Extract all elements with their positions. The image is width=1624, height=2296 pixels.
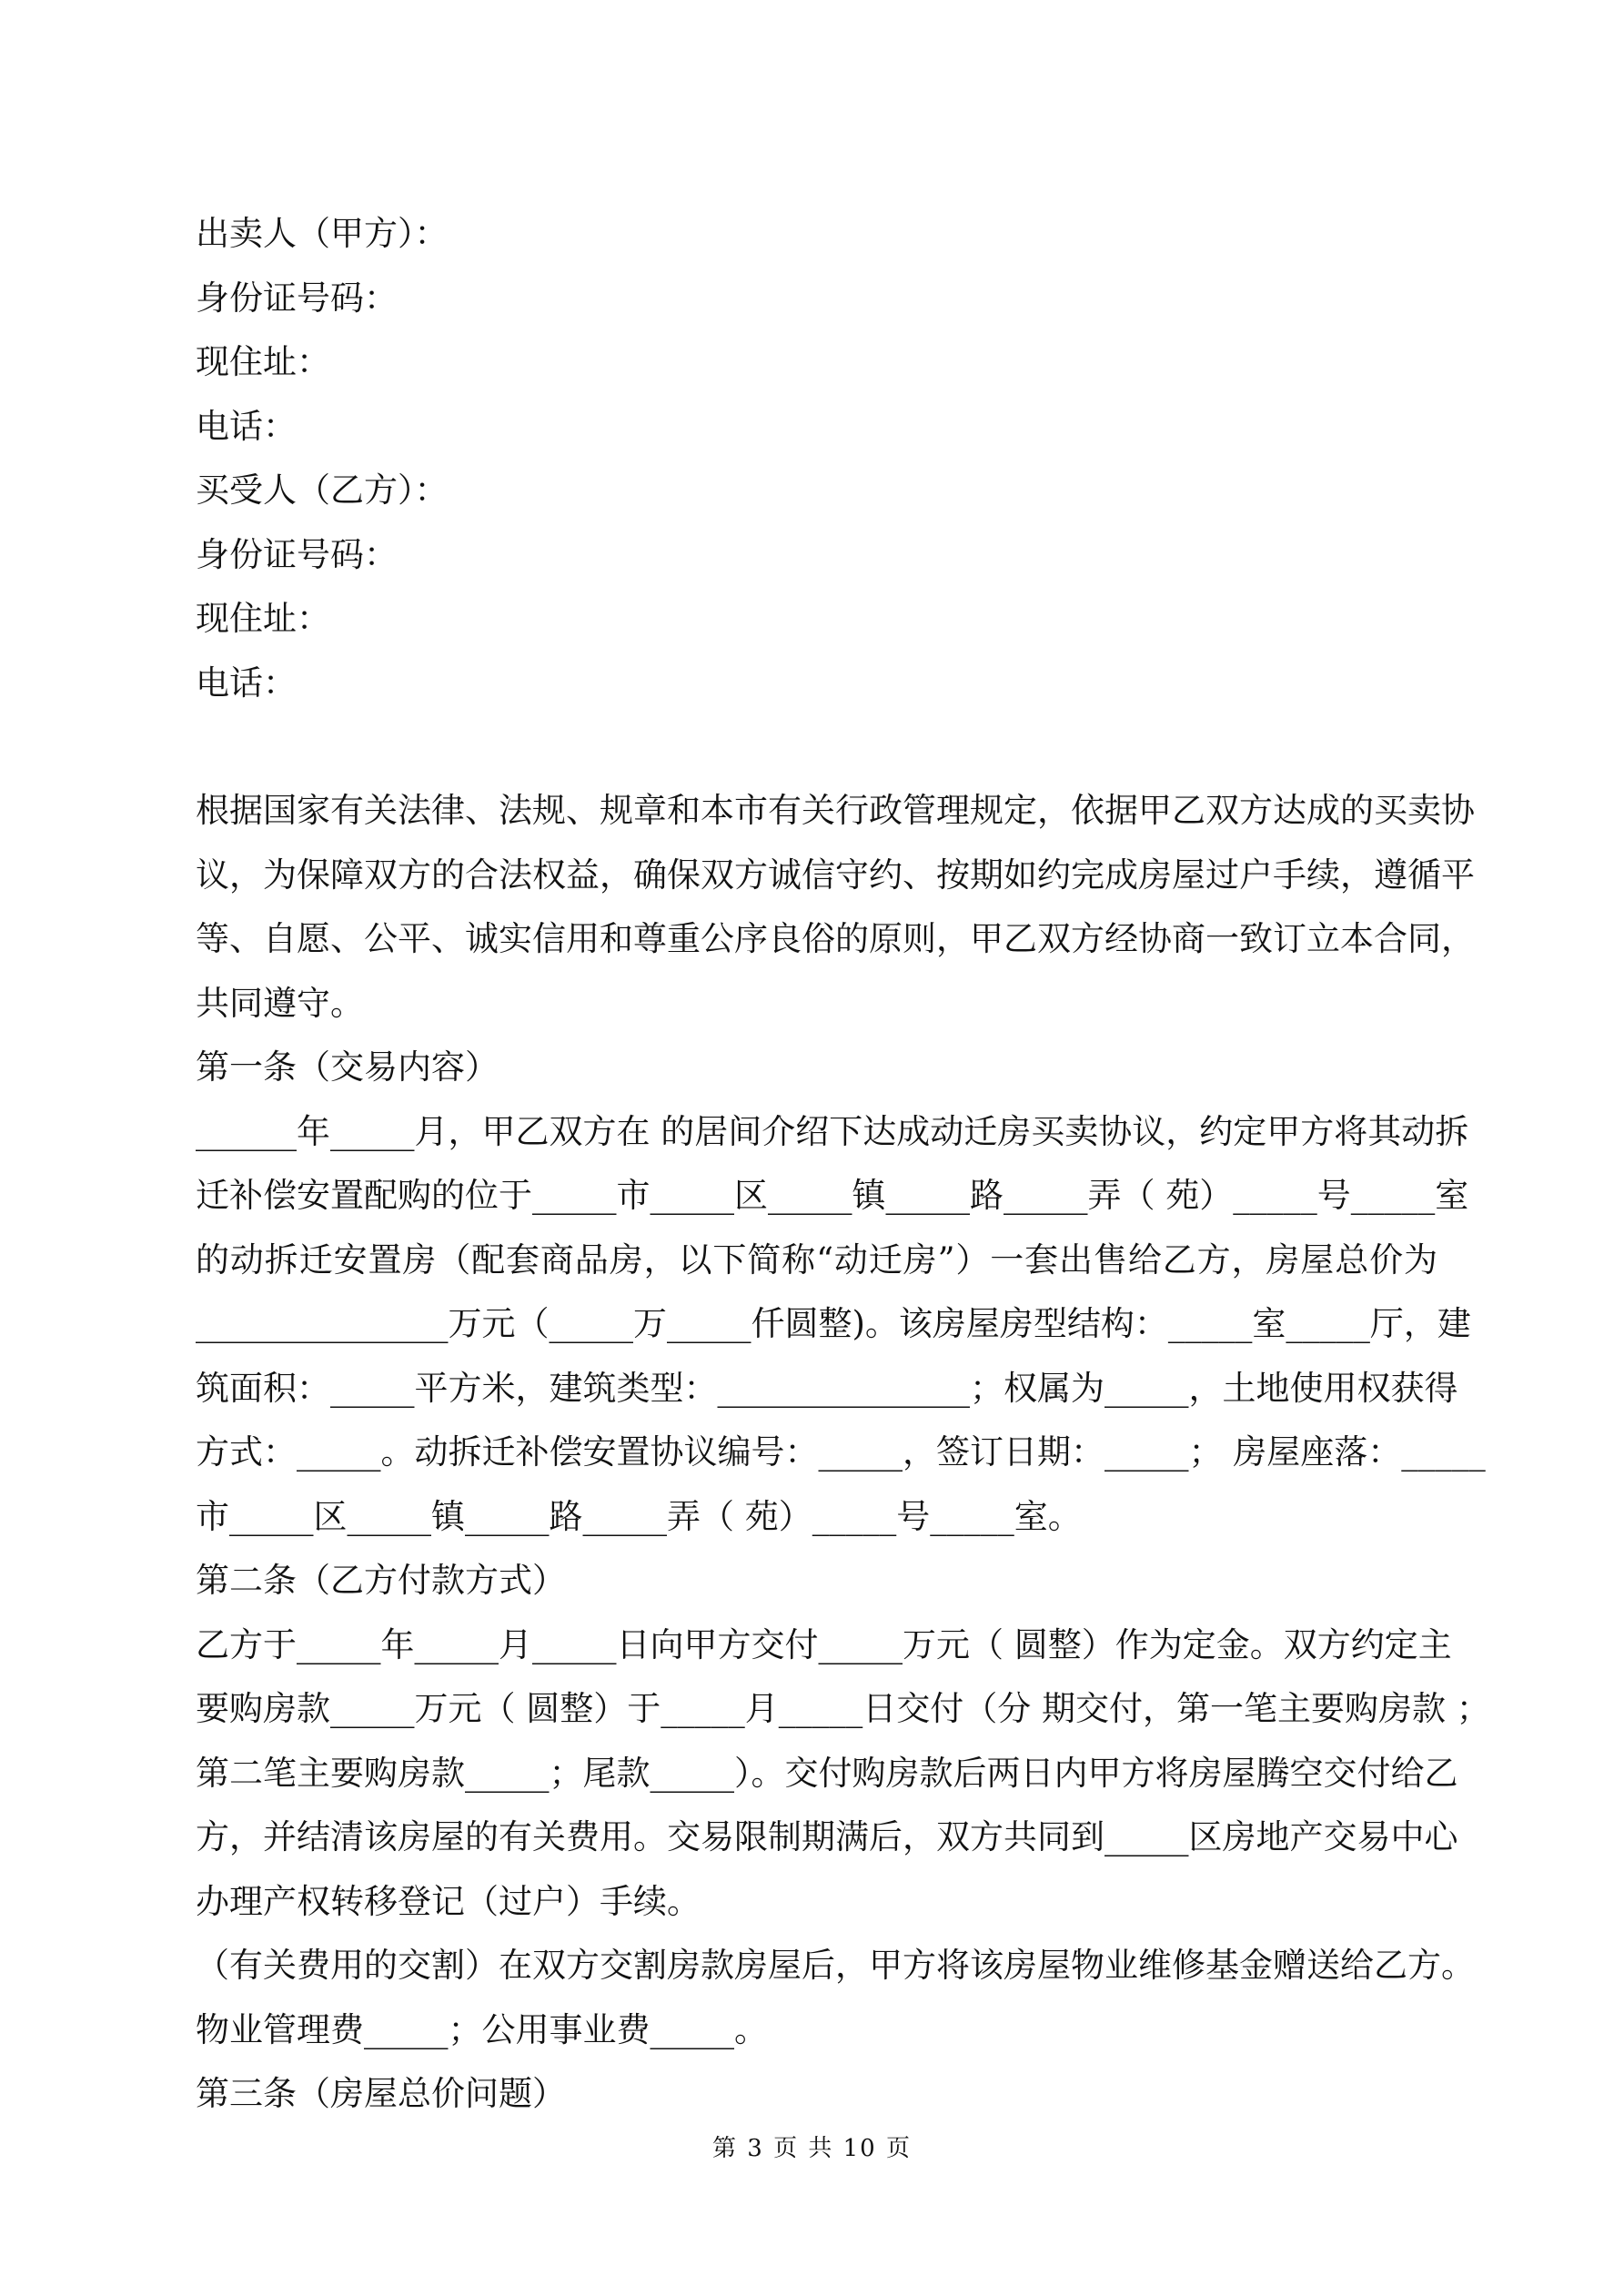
document-body [196, 202, 1490, 2127]
preamble-line: 议，为保障双方的合法权益，确保双方诚信守约、按期如约完成房屋过户手续，遵循平 [196, 855, 1475, 895]
article2-line: 方，并结清该房屋的有关费用。交易限制期满后，双方共同到_____区房地产交易中心 [196, 1817, 1458, 1856]
fees-line: （有关费用的交割）在双方交割房款房屋后，甲方将该房屋物业维修基金赠送给乙方。 [196, 1946, 1475, 1985]
article1-line: 市_____区_____镇_____路_____弄（ 苑）_____号_____室。 [196, 1496, 1082, 1536]
buyer-label: 买受人（乙方）： [196, 470, 449, 510]
article2-line: 第二笔主要购房款_____；尾款_____）。交付购房款后两日内甲方将房屋腾空交付给乙 [196, 1753, 1458, 1793]
preamble-line: 根据国家有关法律、法规、规章和本市有关行政管理规定，依据甲乙双方达成的买卖协 [196, 791, 1475, 830]
seller-id-label: 身份证号码： [196, 278, 398, 318]
article2-line: 办理产权转移登记（过户）手续。 [196, 1881, 701, 1921]
preamble-line: 共同遵守。 [196, 983, 364, 1023]
seller-label: 出卖人（甲方）： [196, 214, 449, 253]
seller-address-label: 现住址： [196, 342, 330, 381]
article3-heading: 第三条（房屋总价问题） [196, 2074, 566, 2113]
article2-heading: 第二条（乙方付款方式） [196, 1561, 566, 1600]
seller-phone-label: 电话： [196, 406, 297, 446]
article1-line: _______________万元（_____万_____仟圆整)。该房屋房型结构：_____室_____厅，建 [196, 1304, 1471, 1343]
article1-line: 方式：_____。动拆迁补偿安置协议编号：_____，签订日期：_____； 房屋座落：_____ [196, 1432, 1486, 1472]
article1-heading: 第一条（交易内容） [196, 1047, 499, 1087]
article1-line: 迁补偿安置配购的位于_____市_____区_____镇_____路_____弄（ 苑）_____号_____室 [196, 1176, 1469, 1215]
article1-line: ______年_____月，甲乙双方在 的居间介绍下达成动迁房买卖协议，约定甲方将其动拆 [196, 1111, 1469, 1151]
article2-line: 乙方于_____年_____月_____日向甲方交付_____万元（ 圆整）作为定金。双方约定主 [196, 1624, 1452, 1664]
buyer-phone-label: 电话： [196, 663, 297, 703]
article1-line: 筑面积：_____平方米，建筑类型：_______________；权属为_____，土地使用权获得 [196, 1368, 1458, 1408]
spacer [196, 715, 1437, 779]
page-footer: 第 3 页 共 10 页 [712, 2135, 912, 2162]
preamble-line: 等、自愿、公平、诚实信用和尊重公序良俗的原则，甲乙双方经协商一致订立本合同， [196, 919, 1475, 958]
buyer-address-label: 现住址： [196, 599, 330, 638]
fees-line: 物业管理费_____；公用事业费_____。 [196, 2009, 768, 2049]
article1-line: 的动拆迁安置房（配套商品房，以下简称“动迁房”）一套出售给乙方，房屋总价为 [196, 1239, 1437, 1279]
article2-line: 要购房款_____万元（ 圆整）于_____月_____日交付（分 期交付，第一笔主要购房款 ； [196, 1689, 1490, 1728]
buyer-id-label: 身份证号码： [196, 534, 398, 574]
